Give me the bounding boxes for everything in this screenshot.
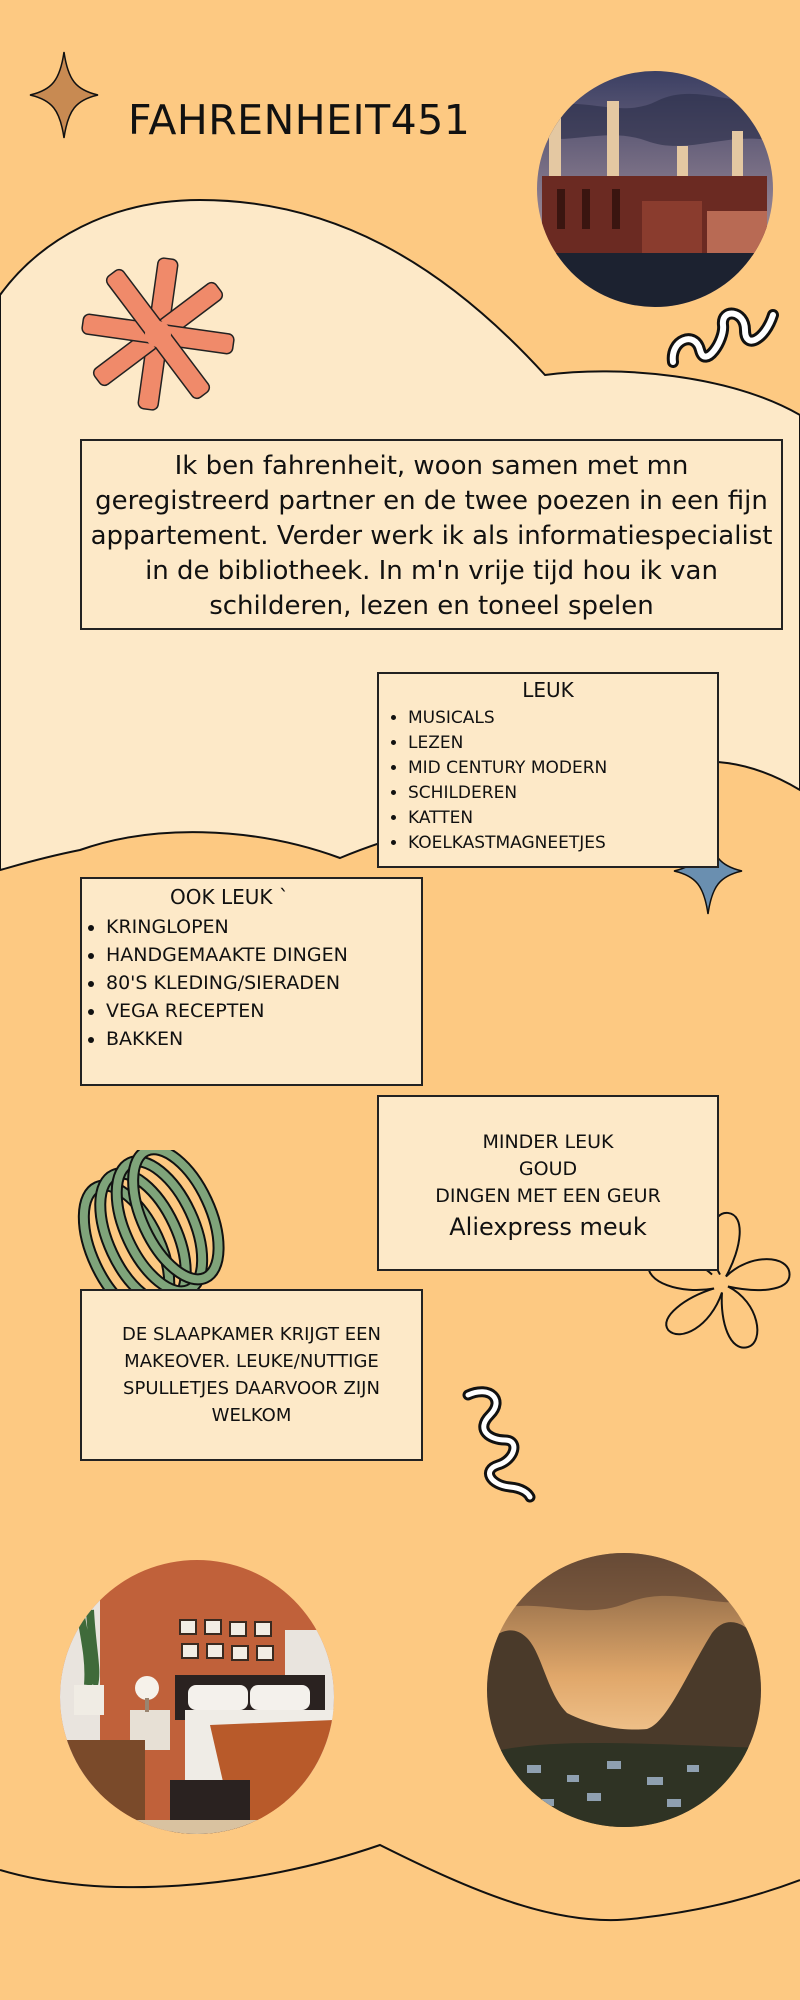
leuk-heading: LEUK: [522, 678, 574, 702]
ook-leuk-card: [80, 877, 423, 1086]
list-item: • KATTEN: [408, 806, 709, 831]
asterisk-icon: [78, 256, 238, 412]
list-item: • 80'S KLEDING/SIERADEN: [106, 969, 413, 997]
list-item: • BAKKEN: [106, 1025, 413, 1053]
list-item: • SCHILDEREN: [408, 781, 709, 806]
list-item: • VEGA RECEPTEN: [106, 997, 413, 1025]
list-item: • KOELKASTMAGNEETJES: [408, 831, 709, 856]
bedroom-photo: [60, 1560, 334, 1834]
list-item: • LEZEN: [408, 731, 709, 756]
minder-leuk-line: GOUD: [518, 1158, 578, 1180]
squiggle-icon: [665, 300, 785, 375]
list-item: • HANDGEMAAKTE DINGEN: [106, 941, 413, 969]
list-item: • MID CENTURY MODERN: [408, 756, 709, 781]
squiggle-icon-2: [460, 1385, 540, 1505]
slaapkamer-card: [80, 1289, 423, 1461]
ook-leuk-heading: OOK LEUK `: [170, 885, 289, 909]
mountain-camp-photo: [487, 1553, 761, 1827]
sparkle-star-icon: [28, 50, 100, 140]
leuk-list: [387, 706, 709, 856]
list-item: • KRINGLOPEN: [106, 913, 413, 941]
power-station-photo: [537, 71, 773, 307]
leuk-card: [377, 672, 719, 868]
slaapkamer-text: DE SLAAPKAMER KRIJGT EEN MAKEOVER. LEUKE/NUTTIGE SPULLETJES DAARVOOR ZIJN WELKOM: [122, 1324, 381, 1426]
minder-leuk-line: MINDER LEUK: [482, 1131, 614, 1153]
minder-leuk-line: DINGEN MET EEN GEUR: [435, 1185, 661, 1207]
list-item: • MUSICALS: [408, 706, 709, 731]
intro-card: [80, 439, 783, 630]
ook-leuk-list: [86, 913, 413, 1053]
intro-text: Ik ben fahrenheit, woon samen met mn geregistreerd partner en de twee poezen in een fijn appartement. Verder werk ik als informatiespecialist in de bibliotheek. In m'n vrije tijd hou ik van schilderen, lezen en toneel spelen: [90, 451, 773, 621]
minder-leuk-line-large: Aliexpress meuk: [449, 1213, 647, 1241]
page-title: FAHRENHEIT451: [128, 96, 471, 144]
minder-leuk-card: [377, 1095, 719, 1271]
